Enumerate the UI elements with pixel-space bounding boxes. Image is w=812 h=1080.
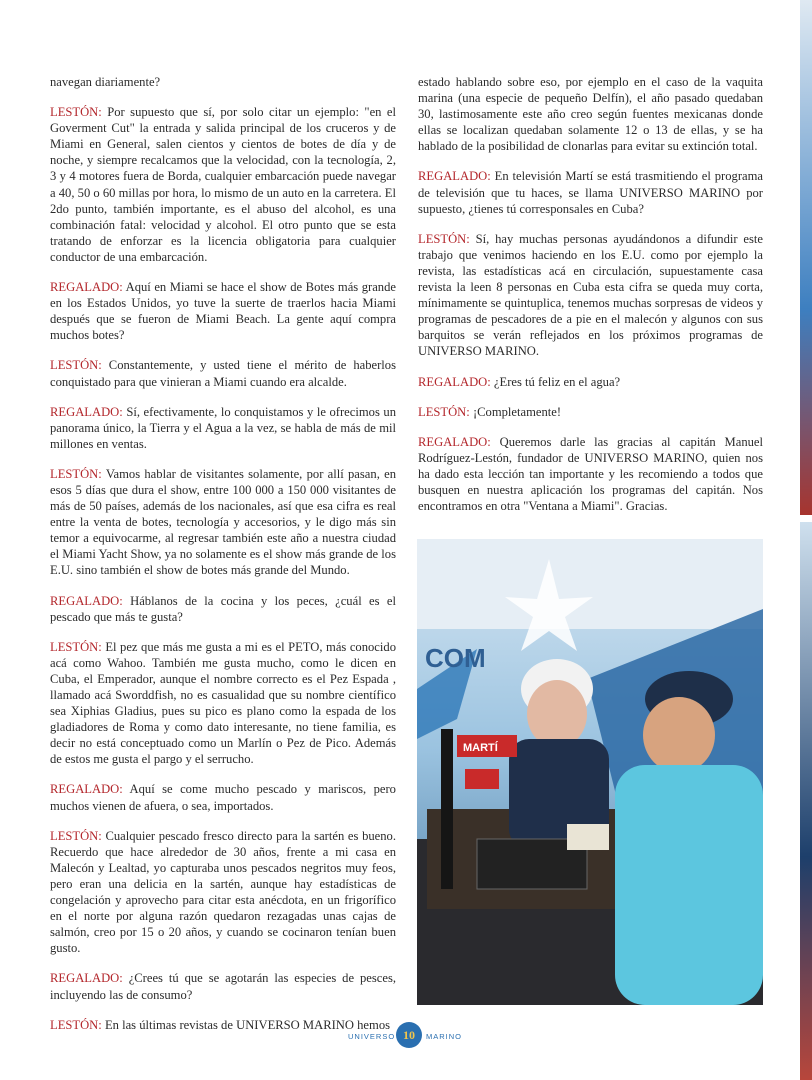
speaker-label: LESTÓN:	[50, 639, 102, 654]
paragraph-text: estado hablando sobre eso, por ejemplo en el caso de la vaquita marina (una especie de pequeño Delfín), el año pasado quedaban 30, lastimosamente este año creo según fuentes mexicanas donde ellas se localizan quedaban solamente 12 o 13 de ellas, y se ha hablado de la posibilidad de clonarlas para evitar su extinción total.	[418, 75, 763, 154]
paragraph-text: Aquí se come mucho pescado y mariscos, pero muchos vienen de afuera, o sea, importados.	[50, 782, 396, 813]
interview-paragraph	[50, 357, 396, 389]
paragraph-text: Sí, efectivamente, lo conquistamos y le ofrecimos un panorama único, la Tierra y el Agua a la vez, se habla de más de mil millones en ventas.	[50, 404, 396, 451]
paragraph-text: Sí, hay muchas personas ayudándonos a difundir este trabajo que venimos haciendo en los E.U. como por ejemplo la revista, las estadísticas acá en circulación, supuestamente casa revista la leen 8 personas en Cuba esta cifra se queda muy corta, mínimamente se quintuplica, tenemos muchas sorpresas de videos y programas de pescadores de a pie en el malecón y algunos con sus barquitos se verán reflejados en los próximos programas de UNIVERSO MARINO.	[418, 231, 764, 359]
paragraph-text: ¿Eres tú feliz en el agua?	[493, 374, 621, 389]
paragraph-text: El pez que más me gusta a mi es el PETO, más conocido acá como Wahoo. También me gusta mucho, como le dicen en Cuba, el Emperador, aunque el nombre correcto es el Pez Espada , llamado acá Sworddfish, no es casualidad que su nombre científico sea Xiphias Gladius, pues su pico es plano como la espada de los gladiadores de Roma y como dato interesante, no tiene familia, es decir no está conceptuado como un Marlín o Pez de Pico. Además de estos me gusta el pargo y el serrucho.	[50, 639, 396, 767]
interview-paragraph	[50, 639, 396, 768]
mic-flag-text: MARTÍ	[463, 742, 498, 754]
interview-paragraph	[50, 104, 396, 265]
paragraph-text: Cualquier pescado fresco directo para la sartén es bueno. Recuerdo que hace alrededor de 30 años, frente a mi casa en Malecón y Lealtad, yo capturaba unos pescados negritos muy feos, pero eran una delicia en la sartén, aunque hay estadísticas de congelación y aprovecho para citar esta anécdota, en un frigorífico en el norte por alguna razón quedaron rezagadas unas cajas de salmón, creo por 15 o 20 años, y cuando se cocinaron tenían buen gusto.	[50, 828, 396, 956]
speaker-label: LESTÓN:	[50, 105, 102, 120]
interview-paragraph	[50, 970, 396, 1002]
studio-sign-text: COM	[425, 643, 486, 673]
speaker-label: REGALADO:	[418, 169, 491, 184]
paragraph-text: Constantemente, y usted tiene el mérito de haberlos conquistado para que vinieran a Miami cuando era alcalde.	[50, 358, 396, 389]
footer-left-label: UNIVERSO	[348, 1032, 396, 1041]
right-text-column	[418, 74, 763, 528]
speaker-label: REGALADO:	[50, 280, 123, 295]
paragraph-text: En televisión Martí se está trasmitiendo el programa de televisión que tu haces, se llama UNIVERSO MARINO por supuesto, ¿tienes tú corresponsales en Cuba?	[418, 169, 764, 216]
paragraph-text: En las últimas revistas de UNIVERSO MARINO hemos	[104, 1017, 391, 1032]
speaker-label: REGALADO:	[50, 593, 123, 608]
footer-right-label: MARINO	[426, 1032, 462, 1041]
speaker-label: LESTÓN:	[50, 828, 102, 843]
speaker-label: REGALADO:	[418, 434, 491, 449]
paragraph-text: ¡Completamente!	[472, 404, 562, 419]
studio-photo-illustration	[417, 539, 763, 1005]
speaker-label: LESTÓN:	[50, 466, 102, 481]
interview-paragraph	[50, 279, 396, 343]
left-text-column	[50, 74, 396, 1047]
studio-photo	[417, 539, 763, 1005]
interview-paragraph	[418, 168, 763, 216]
speaker-label: LESTÓN:	[50, 358, 102, 373]
speaker-label: REGALADO:	[50, 404, 123, 419]
paragraph-text: ¿Crees tú que se agotarán las especies de pesces, incluyendo las de consumo?	[50, 971, 396, 1002]
interview-paragraph	[50, 404, 396, 452]
speaker-label: LESTÓN:	[418, 404, 470, 419]
paragraph-text: Vamos hablar de visitantes solamente, por allí pasan, en esos 5 días que dura el show, entre 100 000 a 150 000 visitantes de más de 50 países, además de los nacionales, así que esa cifra es real entre la venta de botes, tecnología y accesorios, y le digo más sin temor a equivocarme, al regresar también este año a nuestra ciudad el Miami Yacht Show, ya no solamente es el show más grande de los E.U. sino también el show de botes más grande del Mundo.	[50, 466, 396, 578]
interview-paragraph	[50, 466, 396, 579]
interview-paragraph	[418, 231, 763, 360]
speaker-label: LESTÓN:	[50, 1017, 102, 1032]
adjacent-page-edge-bottom	[800, 522, 812, 1080]
speaker-label: REGALADO:	[50, 971, 123, 986]
interview-paragraph	[418, 404, 763, 420]
paragraph-text: Queremos darle las gracias al capitán Manuel Rodríguez-Lestón, fundador de UNIVERSO MARINO, quien nos ha dado esta lección tan importante y les recomiendo a todos que busquen en nuestra aplicación los programas del capitán. Nos encontramos en otra "Ventana a Miami". Gracias.	[418, 434, 763, 514]
paragraph-text: navegan diariamente?	[50, 75, 161, 89]
paragraph-text: Por supuesto que sí, por solo citar un ejemplo: "en el Goverment Cut" la entrada y salida principal de los cruceros y de Miami en General, salen cientos y cientos de botes de día y de noche, y siempre recalcamos que la velocidad, con la tecnología, 2, 3 y 4 motores fuera de Borda, cualquier embarcación puede navegar a 40, 50 o 60 millas por hora, lo mismo de un auto en la carretera. El 2do punto, también importante, es el abuso del alcohol, es una combinación fatal: velocidad y alcohol. El otro punto que se esta tratando de enforzar es la licencia obligatoria para cualquier conductor de una embarcación.	[50, 105, 396, 264]
interview-paragraph	[418, 74, 763, 154]
speaker-label: LESTÓN:	[418, 231, 470, 246]
paragraph-text: Aquí en Miami se hace el show de Botes más grande en los Estados Unidos, yo tuve la suerte de traerlos hacia Miami después que se fueron de Miami Beach. La gente aquí compra muchos botes?	[50, 280, 396, 343]
interview-paragraph	[418, 434, 763, 514]
interview-paragraph	[50, 828, 396, 957]
speaker-label: REGALADO:	[50, 782, 123, 797]
page-footer	[0, 1022, 812, 1052]
paragraph-text: Háblanos de la cocina y los peces, ¿cuál es el pescado que más te gusta?	[50, 593, 396, 624]
interview-paragraph	[50, 593, 396, 625]
speaker-label: REGALADO:	[418, 374, 491, 389]
interview-paragraph	[50, 781, 396, 813]
page-number-badge: 10	[396, 1022, 422, 1048]
interview-paragraph	[50, 74, 396, 90]
interview-paragraph	[418, 374, 763, 390]
adjacent-page-edge-top	[800, 0, 812, 515]
